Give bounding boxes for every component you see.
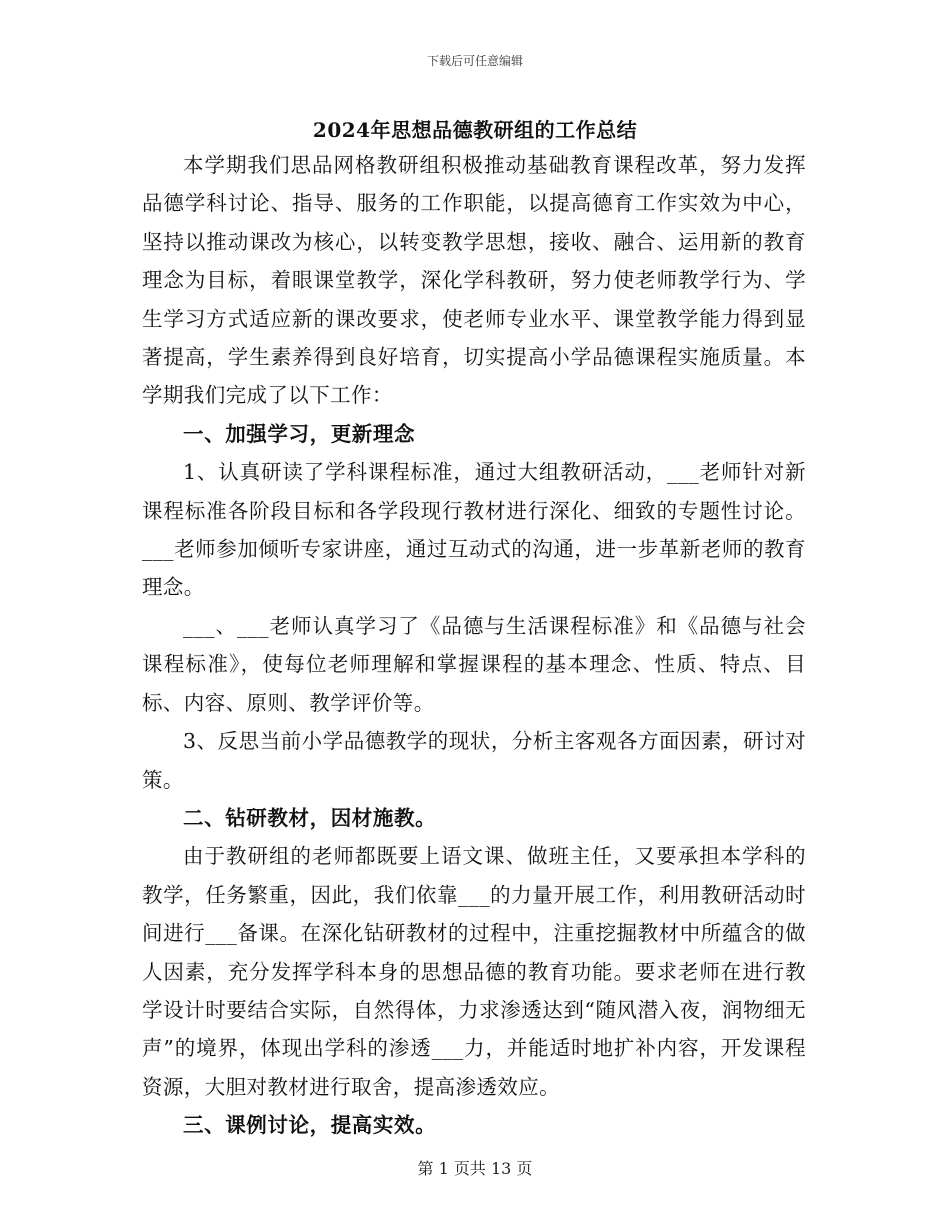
section1-item3: 3、反思当前小学品德教学的现状，分析主客观各方面因素，研讨对策。: [142, 729, 806, 792]
watermark-text: 下载后可任意编辑: [426, 54, 523, 68]
page-number: 第 1 页共 13 页: [417, 1159, 533, 1178]
section1-item1: 1、认真研读了学科课程标准，通过大组教研活动，___老师针对新课程标准各阶段目标和各学段现行教材进行深化、细致的专题性讨论。___老师参加倾听专家讲座，通过互动式的沟通，进一步革新老师的教育理念。: [142, 460, 806, 600]
intro-paragraph: 本学期我们思品网格教研组积极推动基础教育课程改革，努力发挥品德学科讨论、指导、服务的工作职能，以提高德育工作实效为中心，坚持以推动课改为核心，以转变教学思想，接收、融合、运用新的教育理念为目标，着眼课堂教学，深化学科教研，努力使老师教学行为、学生学习方式适应新的课改要求，使老师专业水平、课堂教学能力得到显著提高，学生素养得到良好培育，切实提高小学品德课程实施质量。本学期我们完成了以下工作：: [142, 153, 806, 408]
section3-heading: 三、课例讨论，提高实效。: [183, 1113, 437, 1138]
section2-heading: 二、钻研教材，因材施教。: [183, 805, 437, 830]
section1-heading: 一、加强学习，更新理念: [183, 421, 416, 446]
document-title: 2024年思想品德教研组的工作总结: [312, 118, 638, 142]
document-body: [142, 146, 806, 1145]
section1-item2: ___、___老师认真学习了《品德与生活课程标准》和《品德与社会课程标准》，使每位老师理解和掌握课程的基本理念、性质、特点、目标、内容、原则、教学评价等。: [142, 613, 806, 715]
section2-body: 由于教研组的老师都既要上语文课、做班主任，又要承担本学科的教学，任务繁重，因此，我们依靠___的力量开展工作，利用教研活动时间进行___备课。在深化钻研教材的过程中，注重挖掘教材中所蕴含的做人因素，充分发挥学科本身的思想品德的教育功能。要求老师在进行教学设计时要结合实际，自然得体，力求渗透达到“随风潜入夜，润物细无声”的境界，体现出学科的渗透___力，并能适时地扩补内容，开发课程资源，大胆对教材进行取舍，提高渗透效应。: [142, 844, 806, 1099]
